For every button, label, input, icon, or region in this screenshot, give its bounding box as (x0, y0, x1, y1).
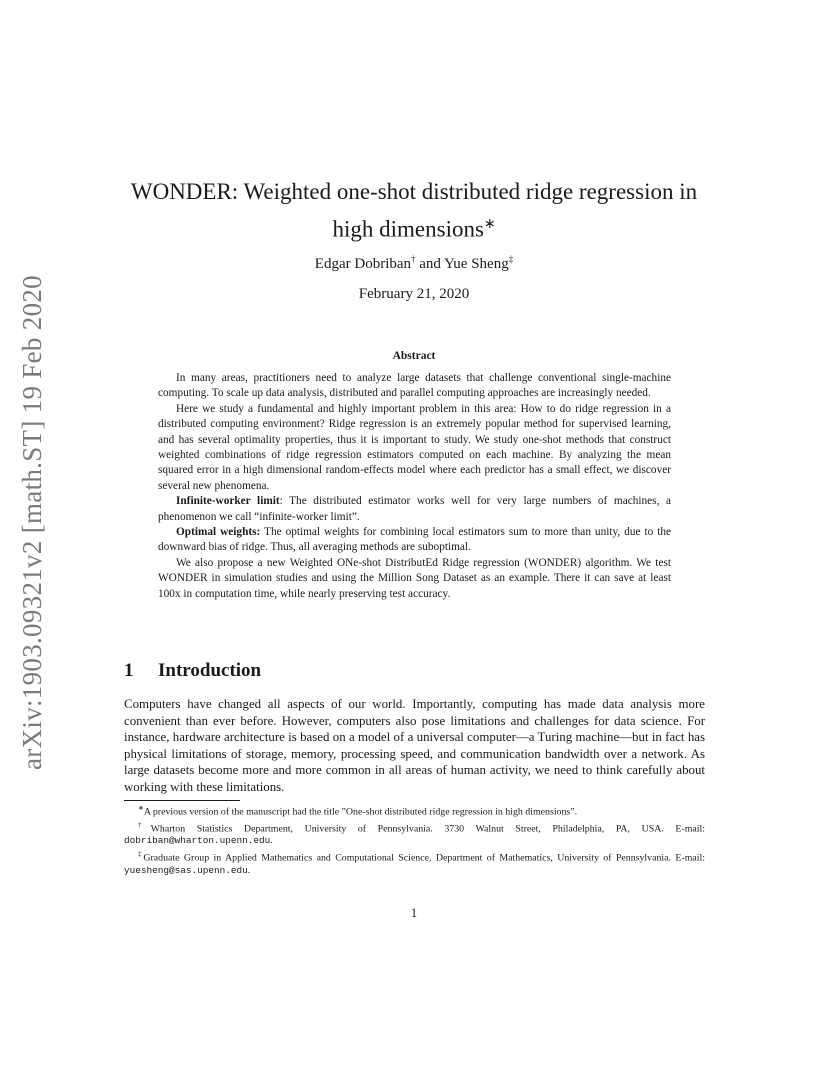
section-title: Introduction (158, 660, 262, 681)
footnote-3-end: . (247, 864, 251, 876)
abstract-paragraph-3 (158, 494, 671, 525)
introduction-paragraph: Computers have changed all aspects of our world. Importantly, computing has made data analysis more convenient than ever before. However, computers also pose limitations and challenges for data science. For instance, hardware architecture is based on a model of a universal computer—a Turing machine—but in fact has physical limitations of storage, memory, processing speed, and communication bandwidth over a network. As large datasets become more and more common in all areas of human activity, we need to think carefully about working with these limitations. (124, 697, 705, 794)
footnote-3-text: Graduate Group in Applied Mathematics and Computational Science, Department of Mathematics, University of Pennsylvania. E-mail: (143, 852, 705, 864)
footnote-3 (124, 849, 705, 877)
title-line-2: high dimensions (332, 216, 484, 242)
abstract-paragraph-2: Here we study a fundamental and highly important problem in this area: How to do ridge regression in a distributed computing environment? Ridge regression is an extremely popular method for supervised learning, and has several optimality properties, thus it is important to study. We study one-shot methods that construct weighted combinations of ridge regression estimators computed on each machine. By analyzing the mean squared error in a high dimensional random-effects model where each predictor has a small effect, we discover several new phenomena. (158, 402, 671, 492)
title-footnote-mark: ∗ (483, 216, 496, 231)
infinite-worker-label: Infinite-worker limit (176, 495, 280, 508)
page-number: 1 (410, 906, 418, 920)
footnote-2-email: dobriban@wharton.upenn.edu (124, 835, 271, 847)
abstract-heading: Abstract (392, 350, 436, 362)
arxiv-identifier-stamp (12, 272, 52, 772)
abstract-paragraph-4 (158, 525, 671, 556)
footnotes (124, 803, 705, 878)
abstract-body (158, 371, 671, 602)
footnote-2-mark: † (138, 821, 151, 829)
author-second-mark: ‡ (508, 254, 514, 264)
infinite-worker-text: : The distributed estimator works well for very large numbers of machines, a phenomenon we call “infinite-worker limit”. (158, 495, 671, 523)
author-first-mark: † (411, 254, 416, 264)
abstract-paragraph-1: In many areas, practitioners need to analyze large datasets that challenge conventional single-machine computing. To scale up data analysis, distributed and parallel computing approaches are increasingly needed. (158, 372, 671, 400)
section-heading-introduction (124, 660, 261, 682)
footnote-2-text: Wharton Statistics Department, University of Pennsylvania. 3730 Walnut Street, Philadelphia, PA, USA. E-mail: (150, 823, 705, 834)
paper-title (110, 176, 718, 246)
abstract-paragraph-5: We also propose a new Weighted ONe-shot DistributEd Ridge regression (WONDER) algorithm. We test WONDER in simulation studies and using the Million Song Dataset as an example. There it can save at least 100x in computation time, while nearly preserving test accuracy. (158, 556, 671, 600)
optimal-weights-label: Optimal weights: (176, 526, 261, 539)
author-first: Edgar Dobriban (314, 256, 412, 272)
footnote-1-mark: ∗ (138, 805, 144, 812)
paper-date: February 21, 2020 (358, 286, 470, 302)
arxiv-identifier-text: arXiv:1903.09321v2 [math.ST] 19 Feb 2020 (16, 274, 47, 770)
title-line-1: WONDER: Weighted one-shot distributed ridge regression in (130, 179, 698, 204)
footnote-1 (124, 803, 705, 819)
optimal-weights-text: The optimal weights for combining local estimators sum to more than unity, due to the downward bias of ridge. Thus, all averaging methods are suboptimal. (158, 526, 671, 554)
footnote-rule (124, 800, 240, 801)
author-list (110, 254, 718, 273)
footnote-2-end: . (270, 835, 273, 847)
footnote-2 (124, 820, 705, 848)
section-number: 1 (124, 660, 134, 681)
footnote-3-email: yuesheng@sas.upenn.edu (124, 864, 248, 876)
author-second: Yue Sheng (444, 256, 509, 272)
footnote-1-text: A previous version of the manuscript had the title ”One-shot distributed ridge regression in high dimensions”. (143, 806, 578, 818)
footnote-3-mark: ‡ (138, 850, 144, 858)
author-joiner: and (415, 256, 445, 272)
